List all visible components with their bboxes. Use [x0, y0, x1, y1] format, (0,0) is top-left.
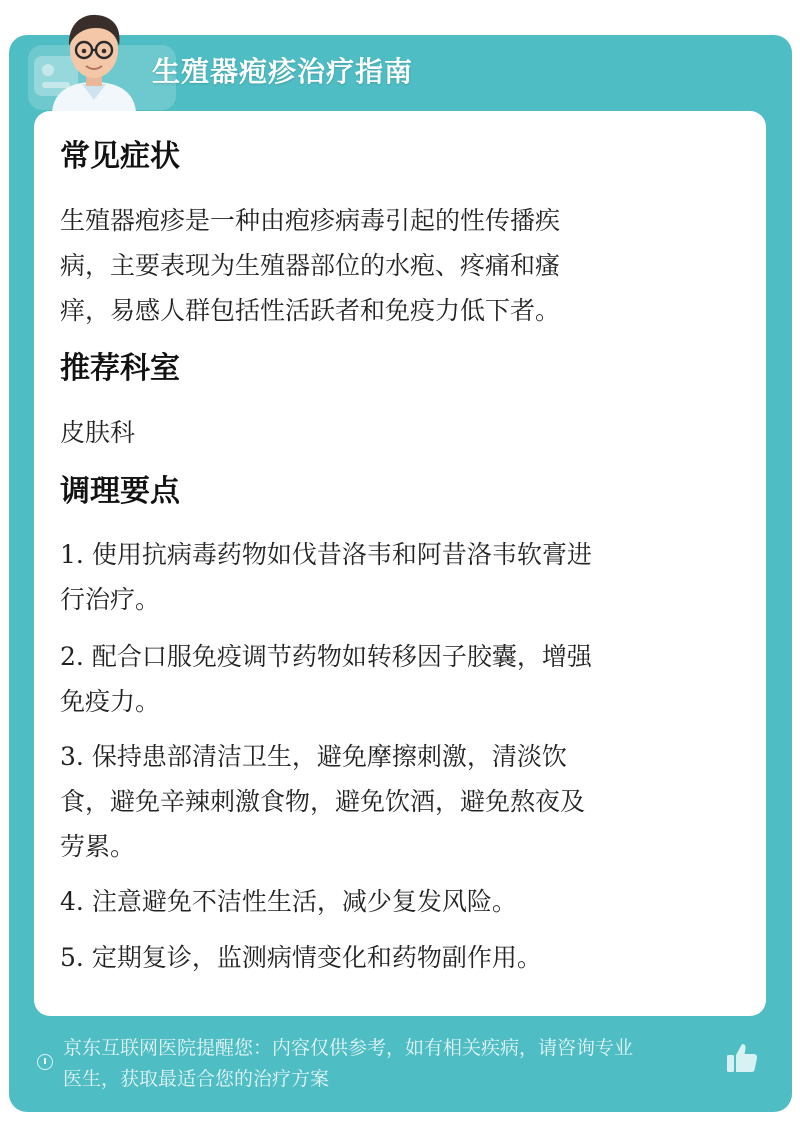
item-number: 2.: [60, 642, 84, 671]
section-heading-department: 推荐科室: [60, 351, 180, 386]
section-heading-symptoms: 常见症状: [60, 139, 180, 174]
list-item: [60, 634, 732, 724]
section-heading-care: 调理要点: [60, 474, 180, 509]
doctor-avatar: [44, 4, 144, 112]
item-text: 免疫力。: [60, 687, 161, 716]
disclaimer-line: 医生，获取最适合您的治疗方案: [63, 1068, 330, 1090]
thumbs-up-icon[interactable]: [724, 1040, 760, 1076]
list-item: [60, 935, 732, 980]
item-text: 配合口服免疫调节药物如转移因子胶囊，增强: [91, 642, 592, 671]
item-number: 4.: [60, 887, 84, 916]
item-text: 使用抗病毒药物如伐昔洛韦和阿昔洛韦软膏进: [91, 540, 592, 569]
item-number: 1.: [60, 540, 84, 569]
item-text: 劳累。: [60, 832, 136, 861]
item-text: 食，避免辛辣刺激食物，避免饮酒，避免熬夜及: [60, 787, 586, 816]
list-item: [60, 879, 732, 924]
item-number: 3.: [60, 742, 84, 771]
symptoms-line: 痒，易感人群包括性活跃者和免疫力低下者。: [60, 296, 561, 325]
symptoms-text: [60, 198, 736, 333]
item-text: 注意避免不洁性生活，减少复发风险。: [91, 887, 517, 916]
list-item: [60, 532, 732, 622]
item-text: 保持患部清洁卫生，避免摩擦刺激，清淡饮: [91, 742, 567, 771]
department-value: 皮肤科: [60, 418, 136, 447]
symptoms-line: 生殖器疱疹是一种由疱疹病毒引起的性传播疾: [60, 206, 561, 235]
item-number: 5.: [60, 943, 84, 972]
symptoms-line: 病，主要表现为生殖器部位的水疱、疼痛和瘙: [60, 251, 561, 280]
item-text: 行治疗。: [60, 585, 161, 614]
item-text: 定期复诊，监测病情变化和药物副作用。: [91, 943, 542, 972]
disclaimer-line: 京东互联网医院提醒您：内容仅供参考，如有相关疾病，请咨询专业: [63, 1037, 634, 1059]
disclaimer-text: [63, 1033, 725, 1095]
list-item: [60, 734, 732, 869]
info-icon: [37, 1054, 53, 1070]
page-title: 生殖器疱疹治疗指南: [152, 55, 414, 88]
